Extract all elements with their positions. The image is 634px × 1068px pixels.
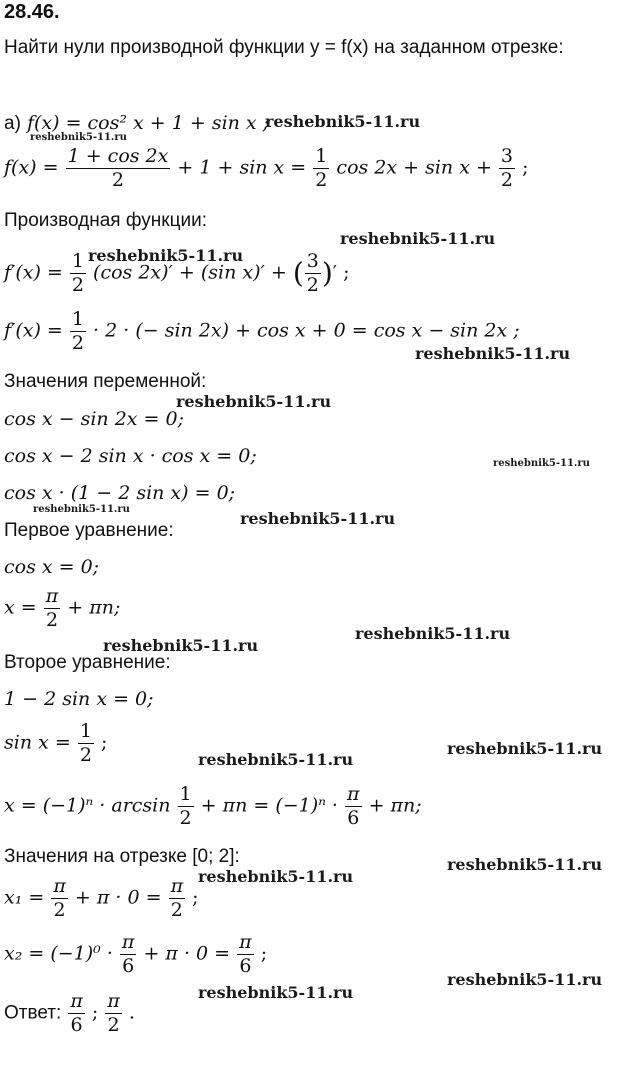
equation: 1 − 2 sin x = 0;: [4, 688, 154, 710]
watermark: reshebnik5-11.ru: [447, 970, 603, 989]
watermark: reshebnik5-11.ru: [415, 344, 571, 363]
second-equation-heading: Второе уравнение:: [4, 652, 171, 673]
function-definition: f(x) = cos² x + 1 + sin x ;: [26, 112, 270, 134]
equation: cos x − sin 2x = 0;: [4, 408, 184, 430]
fraction: $\frac{1}{2}$: [71, 250, 84, 296]
derivative-line-2: f′(x) = $\frac{1}{2}$ · 2 · (− sin 2x) + cos x + 0 = cos x − sin 2x ;: [4, 308, 520, 354]
fraction: $\frac{1}{2}$: [79, 720, 92, 766]
second-solution: x = (−1)ⁿ · arcsin $\frac{1}{2}$ + πn = (−1)ⁿ · $\frac{\pi}{6}$ + πn;: [4, 783, 422, 829]
fraction: $\frac{1}{2}$: [179, 783, 192, 829]
answer: Ответ: $\frac{\pi}{6}$ ; $\frac{\pi}{2}$ .: [4, 990, 135, 1036]
fraction: $\frac{1 + \cos 2x}{2}$: [67, 145, 169, 191]
watermark-small: reshebnik5-11.ru: [30, 132, 127, 143]
answer-label: Ответ:: [4, 1002, 62, 1024]
fraction: $\frac{\pi}{6}$: [347, 783, 360, 829]
fraction: $\frac{\pi}{6}$: [70, 990, 83, 1036]
derivative-line-1: f′(x) = $\frac{1}{2}$ (cos 2x)′ + (sin x)′ + ( $\frac{3}{2}$ )′ ;: [4, 250, 350, 296]
watermark-small: reshebnik5-11.ru: [493, 458, 590, 469]
watermark: reshebnik5-11.ru: [103, 636, 259, 655]
watermark: reshebnik5-11.ru: [265, 112, 421, 131]
fraction: $\frac{3}{2}$: [306, 250, 319, 296]
watermark: reshebnik5-11.ru: [340, 229, 496, 248]
first-solution: x = $\frac{\pi}{2}$ + πn;: [4, 585, 121, 631]
problem-number: 28.46.: [4, 1, 60, 23]
watermark: reshebnik5-11.ru: [447, 855, 603, 874]
fraction: $\frac{\pi}{2}$: [170, 875, 184, 921]
watermark: reshebnik5-11.ru: [198, 983, 354, 1002]
fraction: $\frac{1}{2}$: [71, 308, 84, 354]
root-x2: x₂ = (−1)⁰ · $\frac{\pi}{6}$ + π · 0 = $\frac{\pi}{6}$ ;: [4, 931, 268, 977]
watermark: reshebnik5-11.ru: [198, 750, 354, 769]
first-equation-heading: Первое уравнение:: [4, 520, 174, 541]
part-a-label: а): [4, 113, 21, 134]
equation: cos x − 2 sin x · cos x = 0;: [4, 445, 257, 467]
part-a-definition: [4, 114, 269, 133]
fraction: $\frac{\pi}{2}$: [45, 585, 59, 631]
values-heading: Значения переменной:: [4, 371, 207, 392]
watermark-small: reshebnik5-11.ru: [33, 504, 130, 515]
root-x1: x₁ = $\frac{\pi}{2}$ + π · 0 = $\frac{\pi}{2}$ ;: [4, 875, 199, 921]
fraction: $\frac{3}{2}$: [500, 145, 514, 191]
watermark: reshebnik5-11.ru: [88, 246, 244, 265]
sine-value: sin x = $\frac{1}{2}$ ;: [4, 720, 108, 766]
watermark: reshebnik5-11.ru: [240, 509, 396, 528]
watermark: reshebnik5-11.ru: [447, 739, 603, 758]
watermark: reshebnik5-11.ru: [355, 624, 511, 643]
watermark: reshebnik5-11.ru: [198, 867, 354, 886]
task-statement: Найти нули производной функции y = f(x) на заданном отрезке:: [4, 37, 564, 58]
fraction: $\frac{\pi}{2}$: [107, 990, 120, 1036]
watermark: reshebnik5-11.ru: [176, 392, 332, 411]
derivative-heading: Производная функции:: [4, 210, 207, 231]
segment-heading: Значения на отрезке [0; 2]:: [4, 846, 240, 867]
equation: cos x = 0;: [4, 556, 100, 578]
fraction: $\frac{1}{2}$: [315, 145, 328, 191]
fraction: $\frac{\pi}{6}$: [121, 931, 135, 977]
function-transform-line: f(x) = $\frac{1 + \cos 2x}{2}$ + 1 + sin x = $\frac{1}{2}$ cos 2x + sin x + $\frac{3}{2}$ ;: [4, 145, 529, 191]
equation: cos x · (1 − 2 sin x) = 0;: [4, 482, 236, 504]
fraction: $\frac{\pi}{6}$: [239, 931, 252, 977]
fraction: $\frac{\pi}{2}$: [53, 875, 66, 921]
